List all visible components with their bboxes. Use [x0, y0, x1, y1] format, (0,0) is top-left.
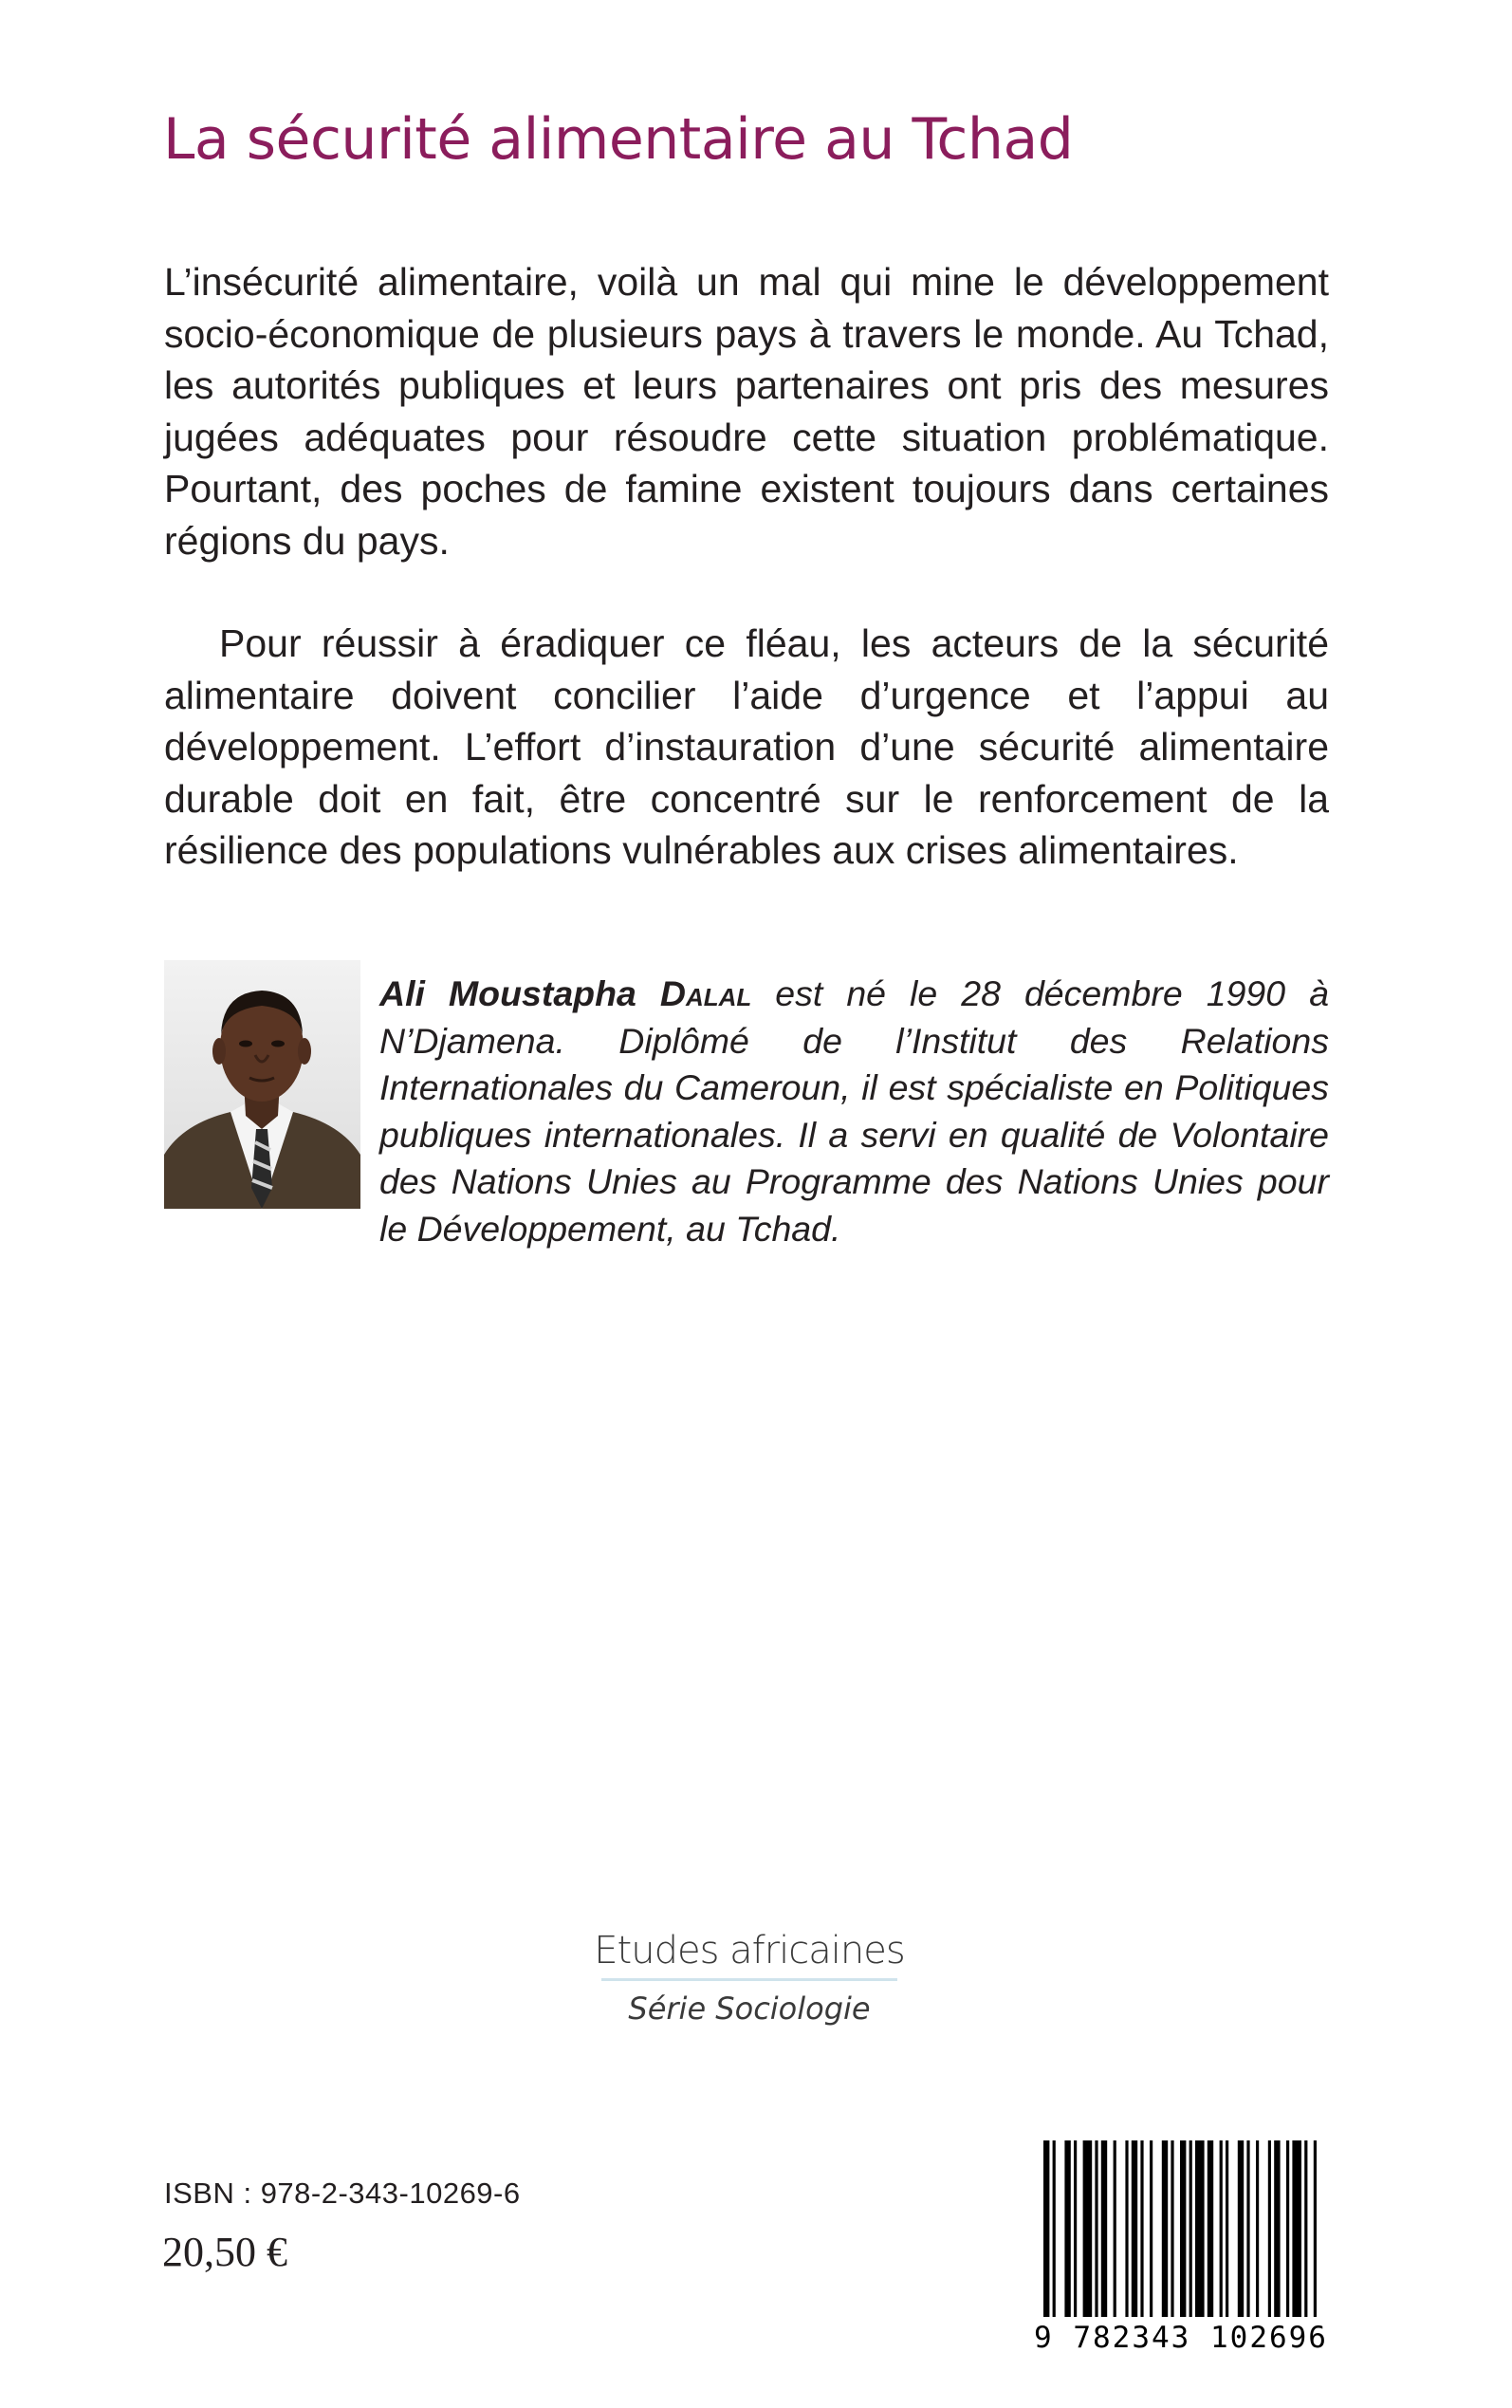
- book-title: La sécurité alimentaire au Tchad: [163, 106, 1074, 173]
- author-bio: [379, 971, 1329, 1252]
- series-name: Etudes africaines: [594, 1929, 905, 1973]
- author-given-names: Ali Moustapha: [379, 973, 636, 1013]
- summary-paragraph-1: L’insécurité alimentaire, voilà un mal qui mine le développement socio-économique de plusieurs pays à travers le monde. Au Tchad, les autorités publiques et leurs partenaires ont pris des mesures jugées adéquates pour résoudre cette situation problématique. Pourtant, des poches de famine existent toujours dans certaines régions du pays.: [164, 260, 1329, 563]
- series-divider: [601, 1978, 897, 1981]
- barcode-digits: 9 782343 102696: [1034, 2321, 1328, 2355]
- author-bio-text: est né le 28 décembre 1990 à N’Djamena. Diplômé de l’Institut des Relations Internationales du Cameroun, il est spécialiste en Politiques publiques internationales. Il a servi en qualité de Volontaire des Nations Unies au Programme des Nations Unies pour le Développement, au Tchad.: [379, 973, 1329, 1249]
- isbn: ISBN : 978-2-343-10269-6: [164, 2176, 521, 2210]
- author-photo: [164, 960, 360, 1209]
- back-cover-summary: [164, 256, 1329, 877]
- price: 20,50 €: [162, 2229, 287, 2275]
- series-subseries: Série Sociologie: [628, 1991, 871, 2027]
- summary-paragraph-2: Pour réussir à éradiquer ce fléau, les acteurs de la sécurité alimentaire doivent concilier l’aide d’urgence et l’appui au développement. L’effort d’instauration d’une sécurité alimentaire durable doit en fait, être concentré sur le renforcement de la résilience des populations vulnérables aux crises alimentaires.: [164, 621, 1329, 872]
- author-surname: Dalal: [659, 973, 752, 1013]
- series-block: [512, 1929, 986, 2027]
